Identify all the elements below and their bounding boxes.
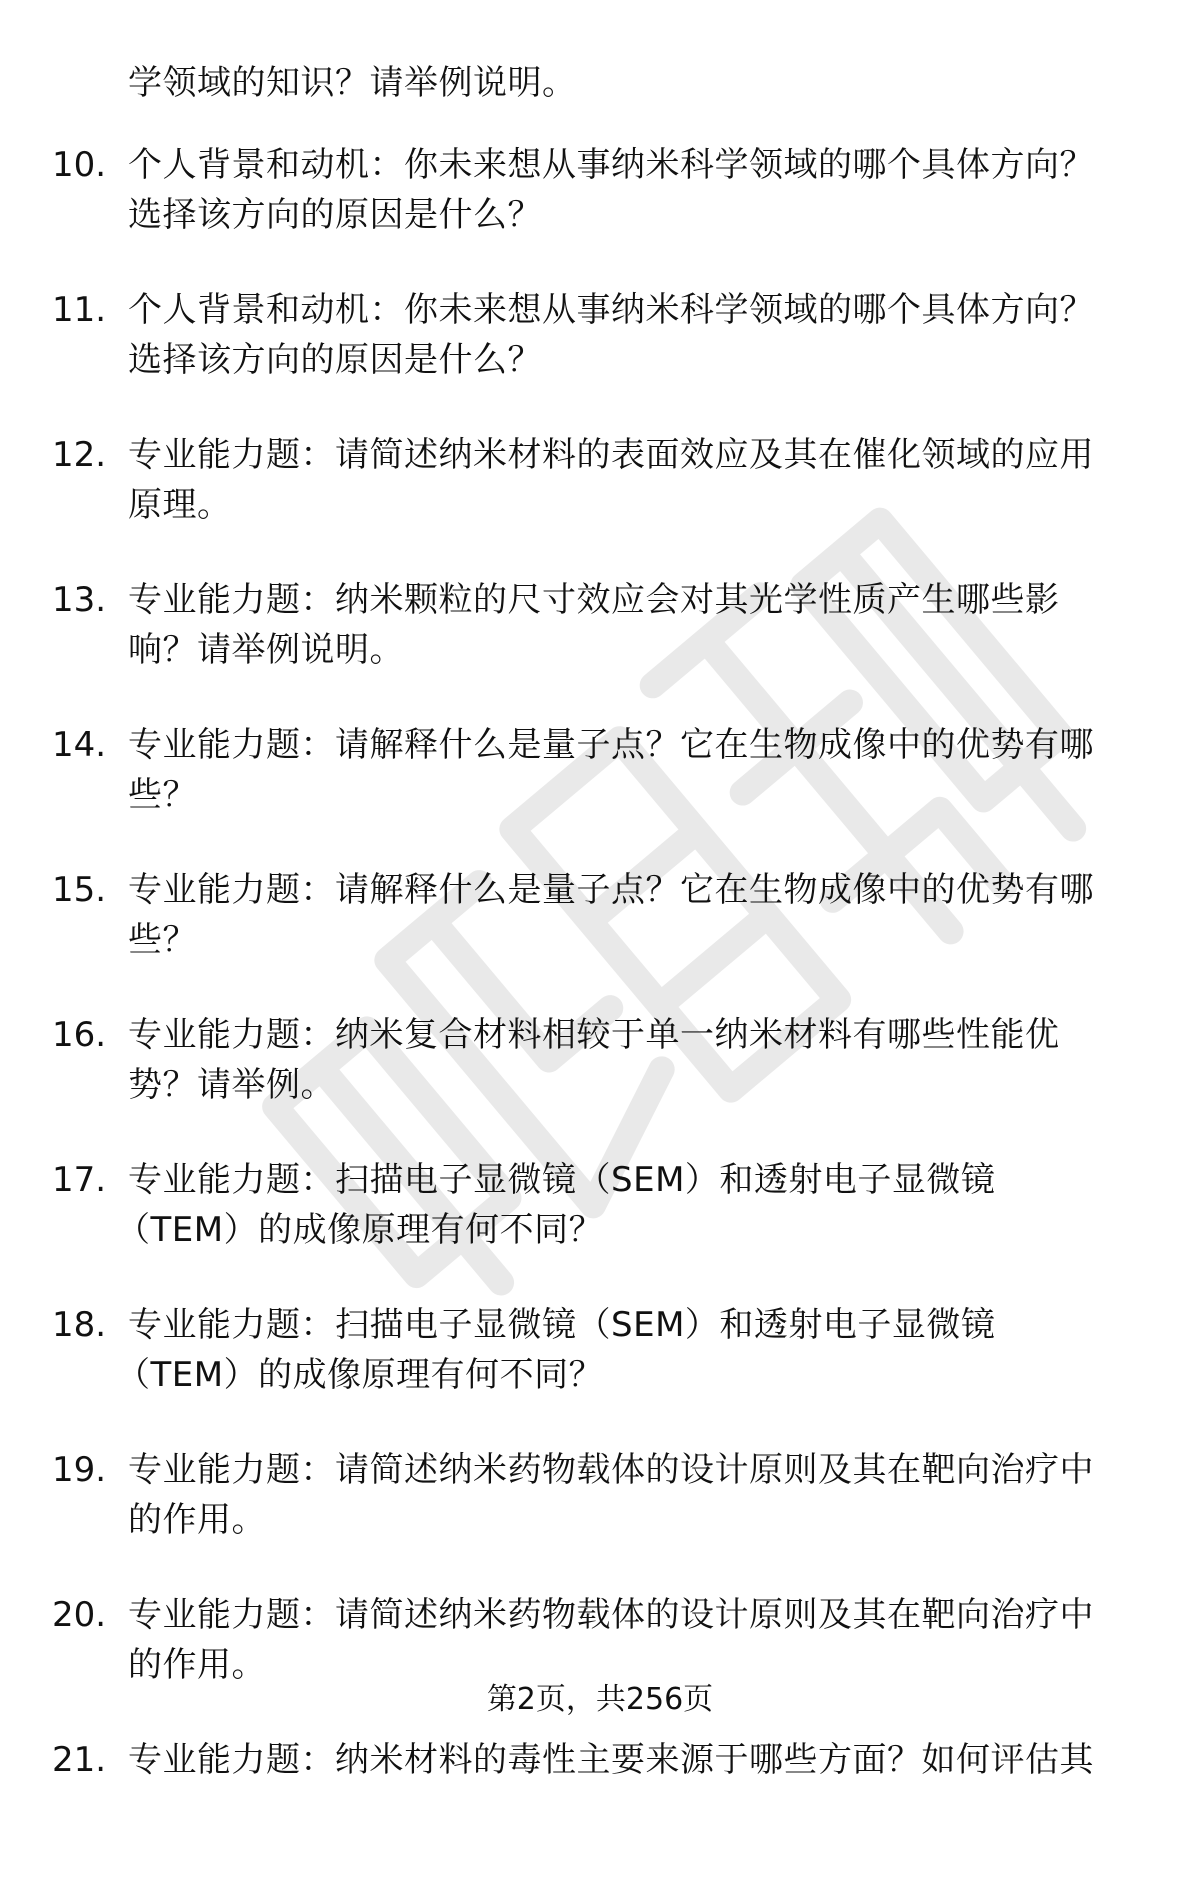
question-text <box>128 720 1158 820</box>
question-line: 专业能力题：纳米复合材料相较于单一纳米材料有哪些性能优 <box>128 1015 1060 1055</box>
question-line: 势？请举例。 <box>128 1065 335 1105</box>
question-text <box>128 1445 1158 1545</box>
question-line: 专业能力题：请解释什么是量子点？它在生物成像中的优势有哪 <box>128 870 1094 910</box>
question-line: 专业能力题：扫描电子显微镜（SEM）和透射电子显微镜 <box>128 1160 996 1200</box>
question-item <box>0 720 1200 865</box>
question-line: 专业能力题：纳米材料的毒性主要来源于哪些方面？如何评估其 <box>128 1740 1094 1780</box>
question-text <box>128 1735 1158 1785</box>
question-item <box>0 285 1200 430</box>
question-text <box>128 430 1158 530</box>
question-line: 个人背景和动机：你未来想从事纳米科学领域的哪个具体方向？ <box>128 145 1094 185</box>
question-number: 16. <box>52 1015 107 1055</box>
question-number: 10. <box>52 145 107 185</box>
question-line: 专业能力题：请简述纳米材料的表面效应及其在催化领域的应用 <box>128 435 1094 475</box>
question-line: 些？ <box>128 775 197 815</box>
continuation-text: 学领域的知识？请举例说明。 <box>128 63 577 103</box>
question-line: （TEM）的成像原理有何不同？ <box>116 1210 604 1250</box>
question-item <box>0 1300 1200 1445</box>
question-line: 专业能力题：扫描电子显微镜（SEM）和透射电子显微镜 <box>128 1305 996 1345</box>
question-number: 18. <box>52 1305 107 1345</box>
page-number-footer: 第2页，共256页 <box>486 1682 714 1717</box>
question-text <box>116 1155 1158 1255</box>
question-line: 专业能力题：纳米颗粒的尺寸效应会对其光学性质产生哪些影 <box>128 580 1060 620</box>
question-line: 的作用。 <box>128 1645 266 1685</box>
question-item <box>0 1735 1200 1880</box>
question-text <box>128 285 1158 385</box>
question-item <box>0 865 1200 1010</box>
question-number: 14. <box>52 725 107 765</box>
question-line: 响？请举例说明。 <box>128 630 404 670</box>
question-line: 选择该方向的原因是什么？ <box>128 195 542 235</box>
question-item <box>0 1155 1200 1300</box>
question-text <box>116 1300 1158 1400</box>
question-number: 12. <box>52 435 107 475</box>
question-number: 15. <box>52 870 107 910</box>
question-line: 个人背景和动机：你未来想从事纳米科学领域的哪个具体方向？ <box>128 290 1094 330</box>
question-item <box>0 140 1200 285</box>
question-item <box>0 1010 1200 1155</box>
question-text <box>128 865 1158 965</box>
question-item <box>0 430 1200 575</box>
question-number: 20. <box>52 1595 107 1635</box>
question-line: 专业能力题：请解释什么是量子点？它在生物成像中的优势有哪 <box>128 725 1094 765</box>
question-text <box>128 1590 1158 1690</box>
question-line: 的作用。 <box>128 1500 266 1540</box>
question-text <box>128 140 1158 240</box>
question-line: 选择该方向的原因是什么？ <box>128 340 542 380</box>
question-item <box>0 575 1200 720</box>
question-text <box>128 1010 1158 1110</box>
question-line: （TEM）的成像原理有何不同？ <box>116 1355 604 1395</box>
question-text <box>128 575 1158 675</box>
question-number: 19. <box>52 1450 107 1490</box>
question-item <box>0 1445 1200 1590</box>
question-number: 17. <box>52 1160 107 1200</box>
question-number: 21. <box>52 1740 107 1780</box>
question-number: 11. <box>52 290 107 330</box>
question-line: 些？ <box>128 920 197 960</box>
question-number: 13. <box>52 580 107 620</box>
question-line: 专业能力题：请简述纳米药物载体的设计原则及其在靶向治疗中 <box>128 1595 1094 1635</box>
question-line: 原理。 <box>128 485 232 525</box>
question-line: 专业能力题：请简述纳米药物载体的设计原则及其在靶向治疗中 <box>128 1450 1094 1490</box>
question-list <box>0 140 1200 1880</box>
